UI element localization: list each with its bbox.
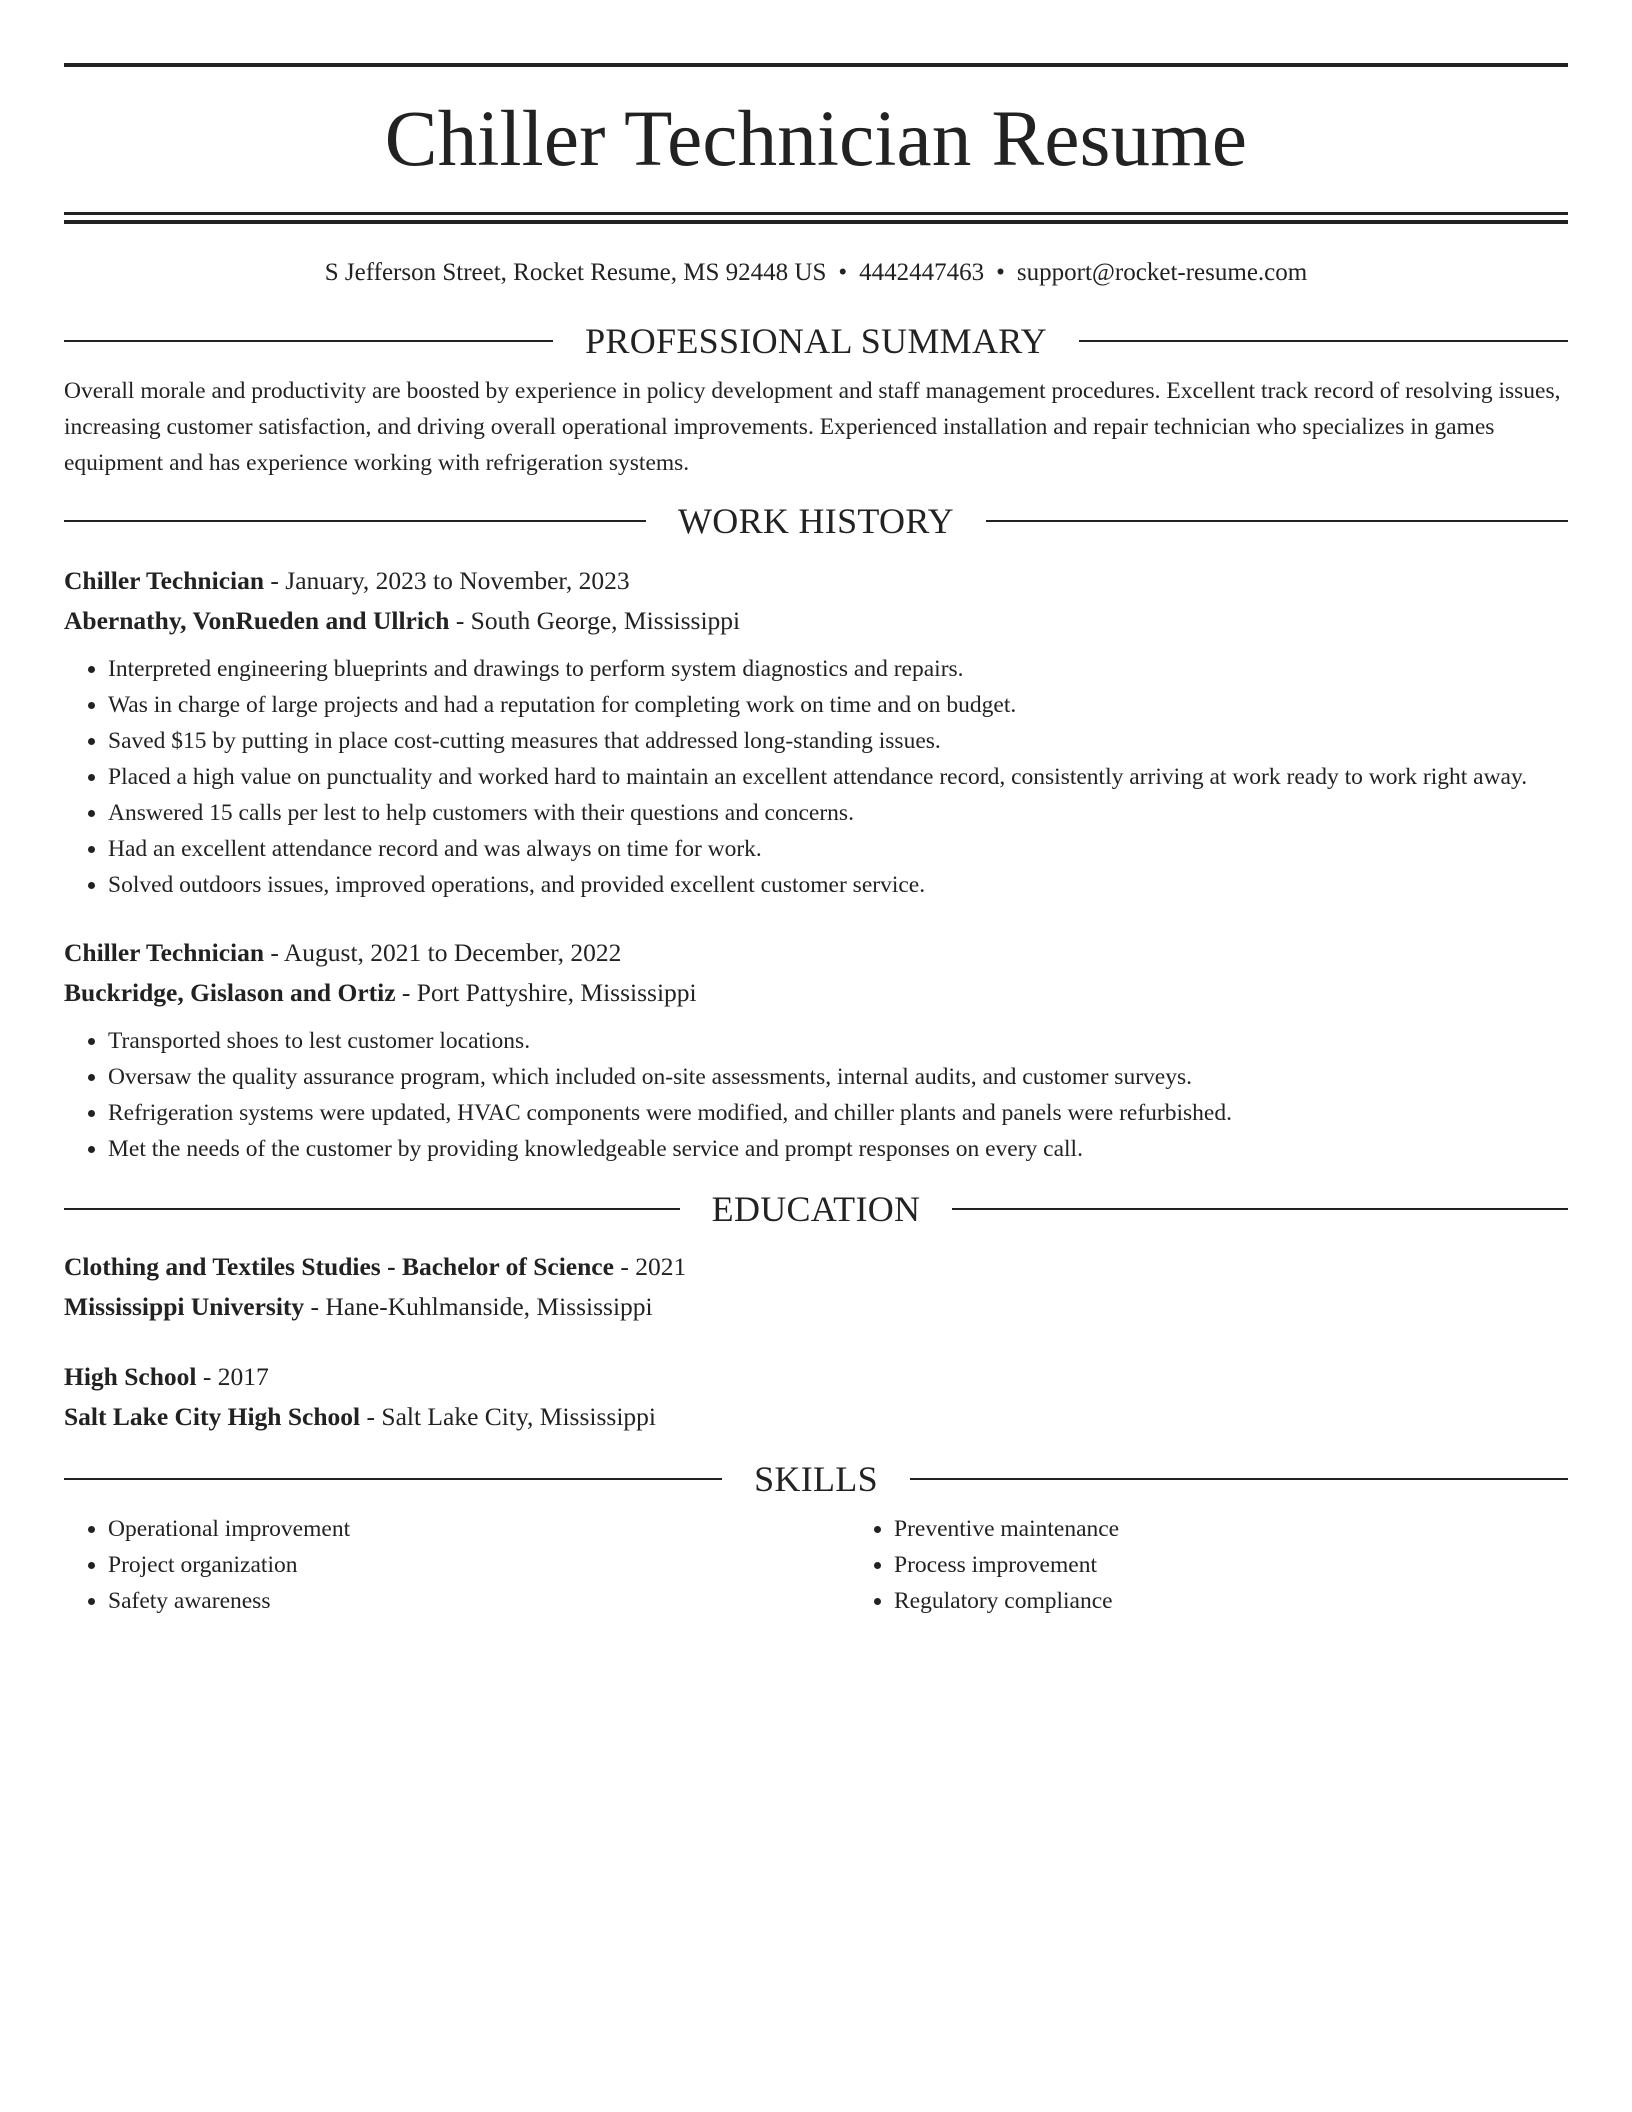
job-duty: • Met the needs of the customer by providing knowledgeable service and prompt responses on every call. <box>108 1131 1568 1167</box>
skills-column-right <box>850 1511 1632 1619</box>
skills-list <box>64 1511 1568 1619</box>
job-location: - Port Pattyshire, Mississippi <box>395 978 697 1007</box>
job-duty: • Placed a high value on punctuality and worked hard to maintain an excellent attendance record, consistently arriving at work ready to work right away. <box>108 759 1568 795</box>
job-entry <box>64 933 1568 1167</box>
resume-page <box>64 0 1568 1619</box>
section-rule-left <box>64 520 646 522</box>
education-entry <box>64 1247 1568 1327</box>
job-dates: - January, 2023 to November, 2023 <box>264 566 630 595</box>
contact-separator: • <box>838 259 848 286</box>
skill-item: • Safety awareness <box>108 1583 850 1619</box>
section-rule-left <box>64 1208 680 1210</box>
section-rule-right <box>910 1478 1568 1480</box>
job-duty: • Interpreted engineering blueprints and drawings to perform system diagnostics and repairs. <box>108 651 1568 687</box>
contact-email: support@rocket-resume.com <box>1016 259 1308 286</box>
education-section-header <box>64 1187 1568 1231</box>
job-duty: • Had an excellent attendance record and was always on time for work. <box>108 831 1568 867</box>
education-year: - 2021 <box>613 1252 687 1281</box>
education-degree: Clothing and Textiles Studies - Bachelor of Science <box>64 1252 614 1281</box>
work-heading: WORK HISTORY <box>678 501 954 541</box>
contact-separator: • <box>996 259 1005 286</box>
contact-phone: 4442447463 <box>859 259 985 286</box>
summary-section-header <box>64 319 1568 363</box>
job-title-line <box>64 561 1568 601</box>
job-company: Buckridge, Gislason and Ortiz <box>64 978 396 1007</box>
job-company-line <box>64 973 1568 1013</box>
section-rule-right <box>952 1208 1568 1210</box>
education-entry <box>64 1357 1568 1437</box>
education-location: - Salt Lake City, Mississippi <box>360 1402 656 1431</box>
job-title-line <box>64 933 1568 973</box>
education-degree: High School <box>64 1362 197 1391</box>
skill-item: • Preventive maintenance <box>894 1511 1632 1547</box>
job-title: Chiller Technician <box>64 566 265 595</box>
contact-line <box>64 260 1568 285</box>
job-company: Abernathy, VonRueden and Ullrich <box>64 606 450 635</box>
contact-address: S Jefferson Street, Rocket Resume, MS 92448 US <box>324 259 827 286</box>
education-degree-line <box>64 1247 1568 1287</box>
job-entry <box>64 561 1568 903</box>
education-degree-line <box>64 1357 1568 1397</box>
education-school-line <box>64 1397 1568 1437</box>
section-rule-right <box>986 520 1568 522</box>
section-rule-left <box>64 340 553 342</box>
education-school-line <box>64 1287 1568 1327</box>
work-section-header <box>64 499 1568 543</box>
job-duty: • Refrigeration systems were updated, HVAC components were modified, and chiller plants and panels were refurbished. <box>108 1095 1568 1131</box>
education-year: - 2017 <box>196 1362 269 1391</box>
job-location: - South George, Mississippi <box>449 606 741 635</box>
section-rule-left <box>64 1478 722 1480</box>
job-duty: • Saved $15 by putting in place cost-cutting measures that addressed long-standing issues. <box>108 723 1568 759</box>
skill-item: • Operational improvement <box>108 1511 850 1547</box>
education-heading: EDUCATION <box>711 1189 921 1229</box>
section-rule-right <box>1079 340 1568 342</box>
skill-item: • Regulatory compliance <box>894 1583 1632 1619</box>
education-school: Salt Lake City High School <box>64 1402 361 1431</box>
resume-title: Chiller Technician Resume <box>384 96 1248 183</box>
job-duty: • Transported shoes to lest customer locations. <box>108 1023 1568 1059</box>
job-duties-list <box>64 651 1568 903</box>
job-duty: • Answered 15 calls per lest to help customers with their questions and concerns. <box>108 795 1568 831</box>
summary-heading: PROFESSIONAL SUMMARY <box>585 321 1047 361</box>
job-duty: • Oversaw the quality assurance program, which included on-site assessments, internal audits, and customer surveys. <box>108 1059 1568 1095</box>
education-location: - Hane-Kuhlmanside, Mississippi <box>304 1292 653 1321</box>
job-duty: • Was in charge of large projects and had a reputation for completing work on time and on budget. <box>108 687 1568 723</box>
summary-text: Overall morale and productivity are boosted by experience in policy development and staff management procedures. Excellent track record of resolving issues, increasing customer satisfaction, and driving overall operational improvements. Experienced installation and repair technician who specializes in games equipment and has experience working with refrigeration systems. <box>64 378 1561 476</box>
job-company-line <box>64 601 1568 641</box>
title-double-rule <box>64 212 1568 224</box>
skill-item: • Process improvement <box>894 1547 1632 1583</box>
job-dates: - August, 2021 to December, 2022 <box>264 938 622 967</box>
skills-heading: SKILLS <box>754 1459 878 1499</box>
skills-column-left <box>64 1511 850 1619</box>
skill-item: • Project organization <box>108 1547 850 1583</box>
job-duties-list <box>64 1023 1568 1167</box>
education-school: Mississippi University <box>64 1292 305 1321</box>
top-rule <box>64 63 1568 67</box>
job-duty: • Solved outdoors issues, improved operations, and provided excellent customer service. <box>108 867 1568 903</box>
job-title: Chiller Technician <box>64 938 265 967</box>
skills-section-header <box>64 1457 1568 1501</box>
